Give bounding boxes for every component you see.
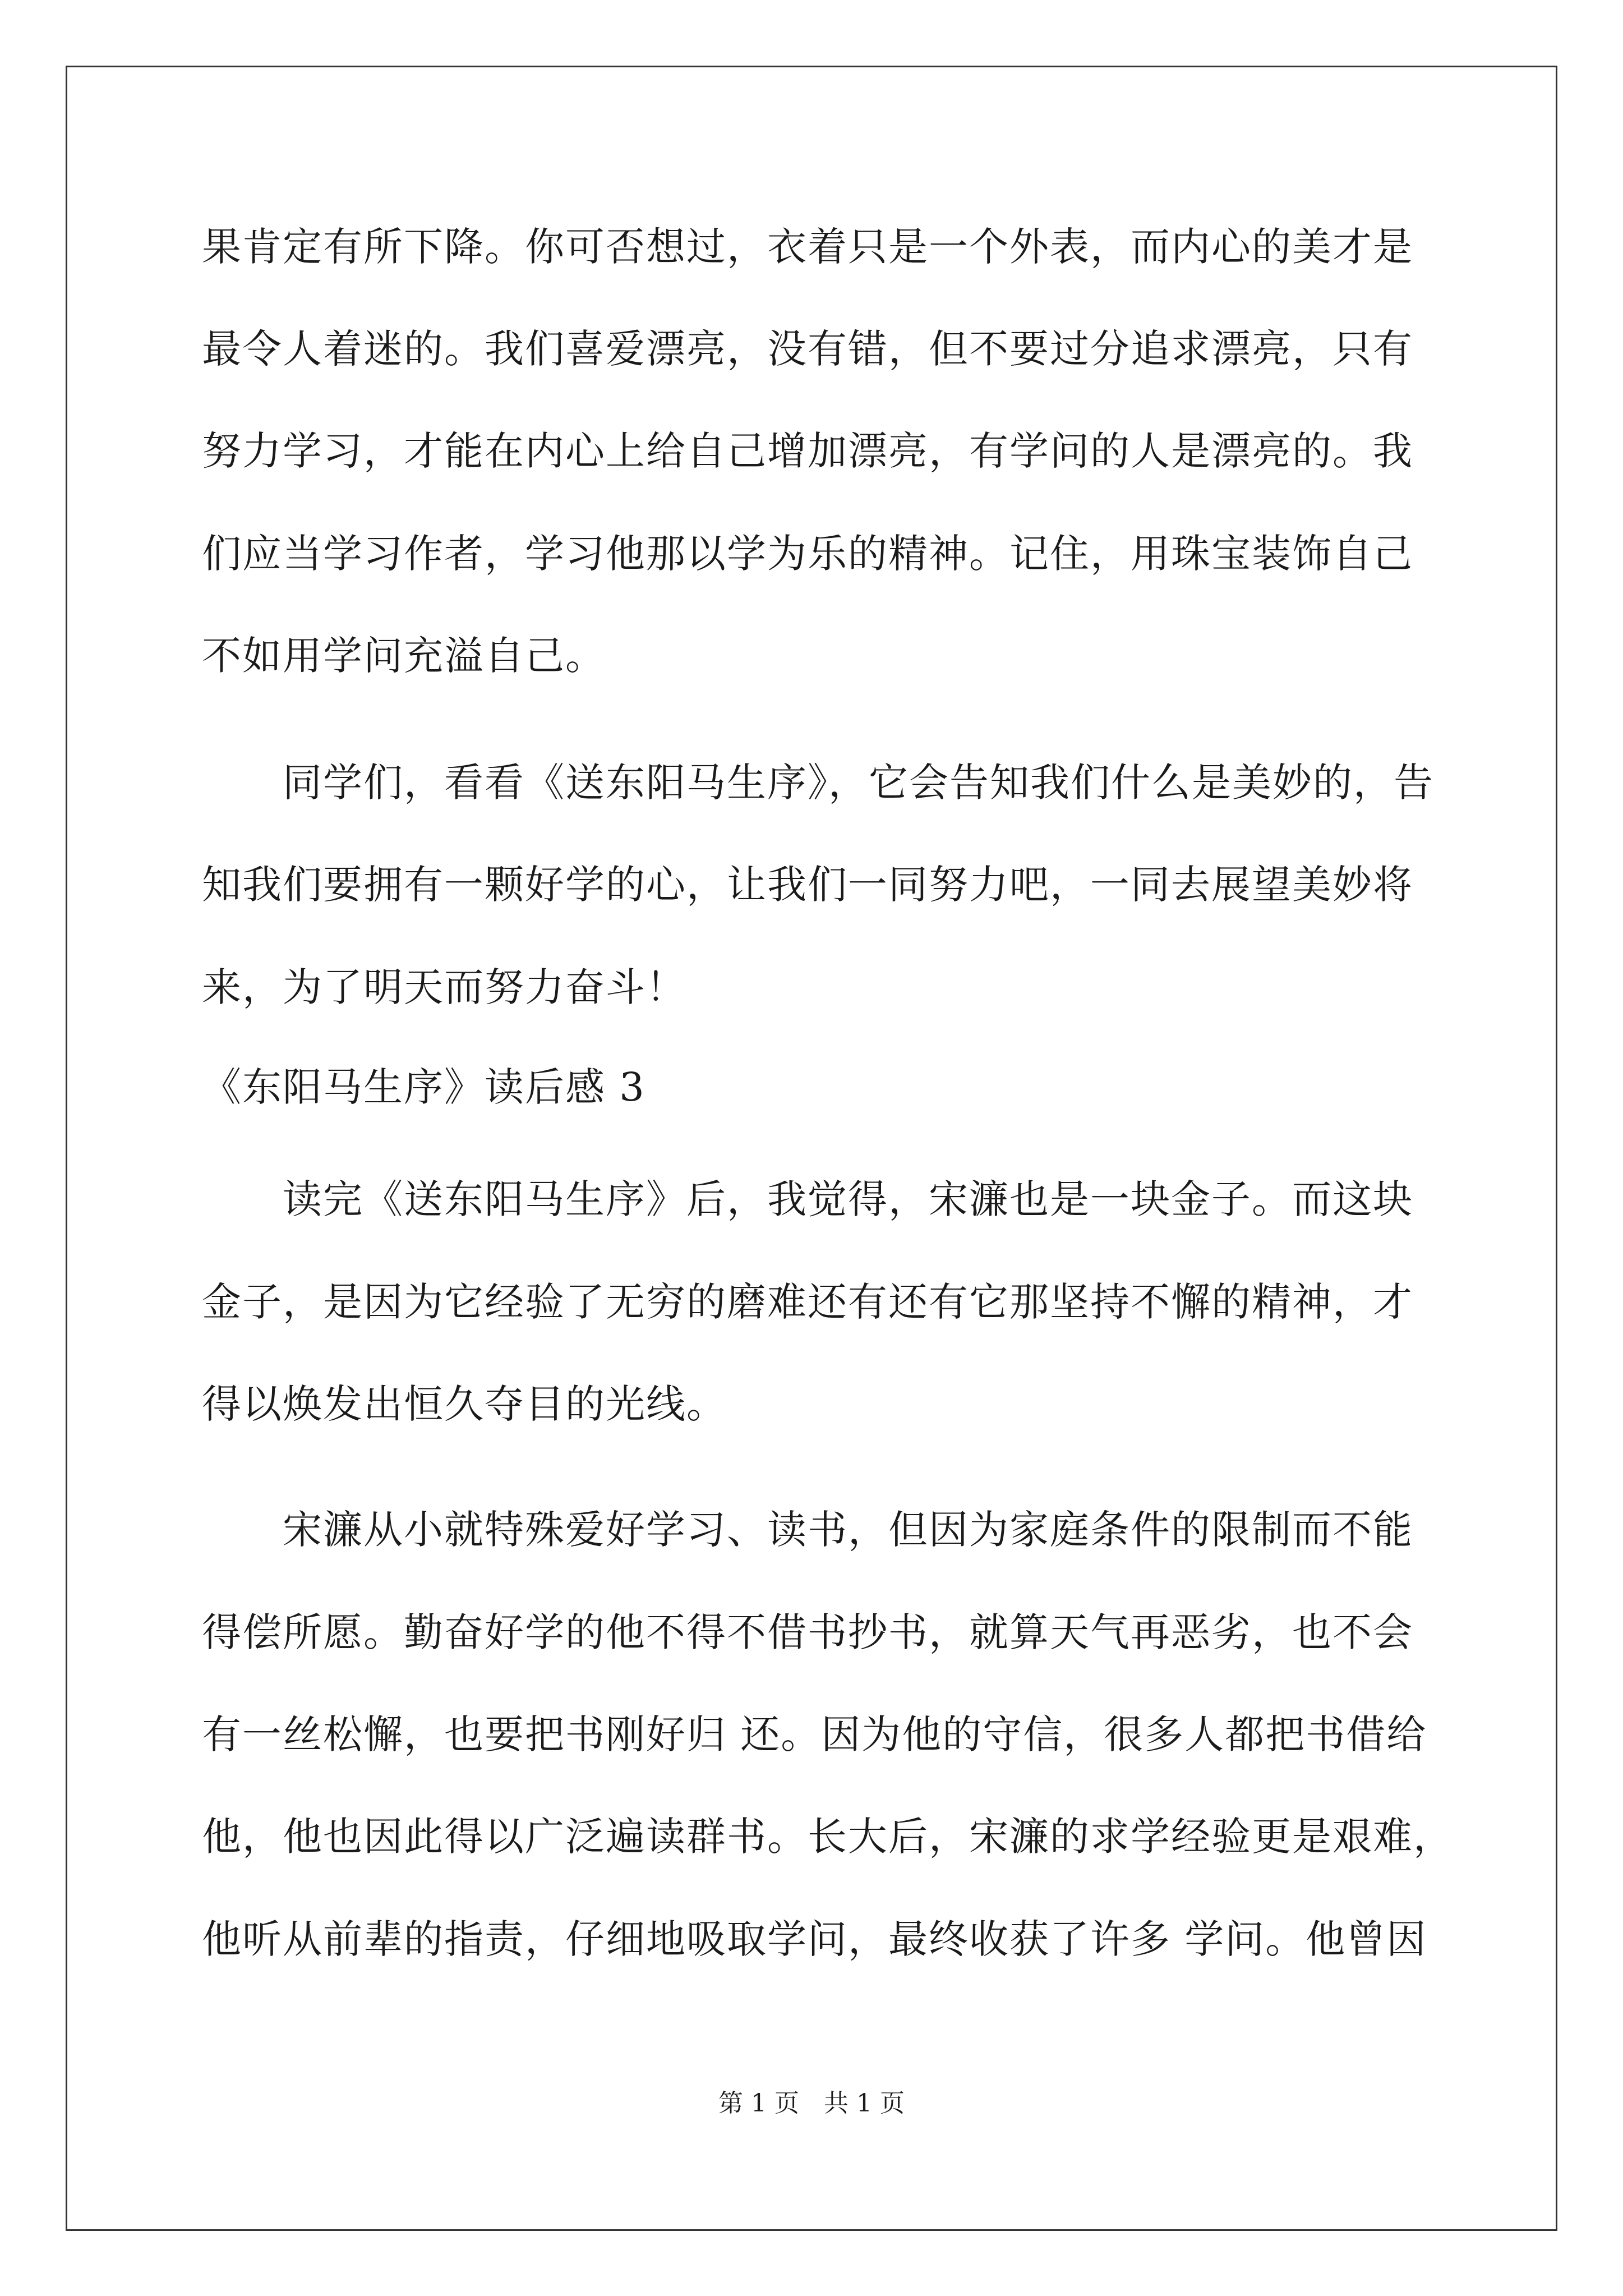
page-footer: 第 1 页 共 1 页 [718, 2089, 905, 2118]
body-line: 最令人着迷的。我们喜爱漂亮，没有错，但不要过分追求漂亮，只有 [202, 326, 1413, 372]
body-line: 果肯定有所下降。你可否想过，衣着只是一个外表，而内心的美才是 [202, 224, 1413, 270]
section-heading: 《东阳马生序》读后感 3 [202, 1064, 645, 1110]
body-line: 同学们，看看《送东阳马生序》，它会告知我们什么是美妙的，告 [202, 760, 1434, 806]
body-line: 读完《送东阳马生序》后，我觉得，宋濂也是一块金子。而这块 [202, 1176, 1413, 1222]
body-line: 有一丝松懈，也要把书刚好归 还。因为他的守信，很多人都把书借给 [202, 1711, 1427, 1757]
body-line: 不如用学问充溢自己。 [202, 633, 606, 679]
body-line: 金子，是因为它经验了无穷的磨难还有还有它那坚持不懈的精神，才 [202, 1279, 1413, 1325]
body-line: 他听从前辈的指责，仔细地吸取学问，最终收获了许多 学问。他曾因 [202, 1916, 1427, 1962]
body-line: 得偿所愿。勤奋好学的他不得不借书抄书，就算天气再恶劣，也不会 [202, 1609, 1413, 1655]
body-line: 他，他也因此得以广泛遍读群书。长大后，宋濂的求学经验更是艰难， [202, 1814, 1454, 1860]
page-border [66, 66, 1557, 2231]
body-line: 宋濂从小就特殊爱好学习、读书，但因为家庭条件的限制而不能 [202, 1507, 1413, 1553]
body-line: 知我们要拥有一颗好学的心，让我们一同努力吧，一同去展望美妙将 [202, 862, 1413, 908]
body-line: 们应当学习作者，学习他那以学为乐的精神。记住，用珠宝装饰自己 [202, 531, 1413, 577]
body-line: 得以焕发出恒久夺目的光线。 [202, 1381, 727, 1427]
body-line: 努力学习，才能在内心上给自己增加漂亮，有学问的人是漂亮的。我 [202, 428, 1413, 474]
body-line: 来，为了明天而努力奋斗！ [202, 964, 686, 1010]
